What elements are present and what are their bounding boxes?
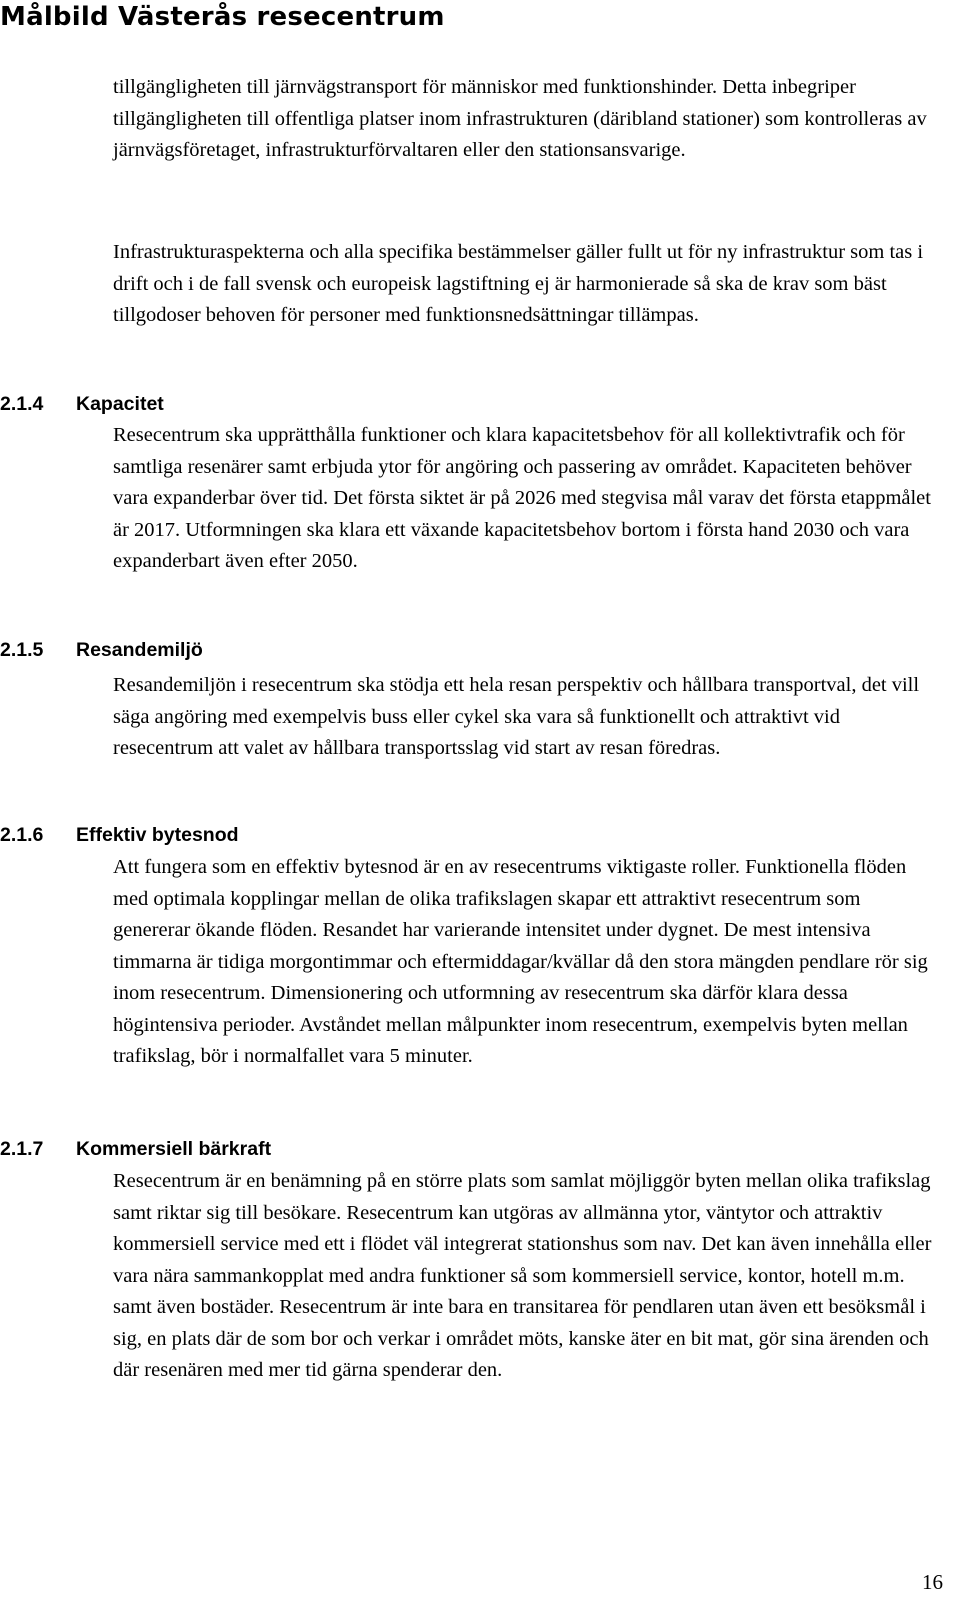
section-title: Kommersiell bärkraft xyxy=(76,1138,272,1160)
section-heading-commercial xyxy=(0,1136,271,1162)
section-title: Kapacitet xyxy=(76,393,164,415)
section-title: Effektiv bytesnod xyxy=(76,824,239,846)
section-number: 2.1.4 xyxy=(0,393,44,415)
section-number: 2.1.6 xyxy=(0,824,44,846)
document-title: Målbild Västerås resecentrum xyxy=(0,2,445,32)
section-text-travel-environment: Resandemiljön i resecentrum ska stödja ett hela resan perspektiv och hållbara transportval, det vill säga angöring med exempelvis buss eller cykel ska vara så funktionellt och attraktivt vid resecentrum att valet av hållbara transportsslag vid start av resan föredras. xyxy=(113,674,920,759)
section-number: 2.1.5 xyxy=(0,639,44,661)
page-number: 16 xyxy=(922,1570,943,1594)
paragraph-infrastructure: Infrastrukturaspekterna och alla specifika bestämmelser gäller fullt ut för ny infrastruktur som tas i drift och i de fall svensk och europeisk lagstiftning ej är harmonierade så ska de krav som bäst tillgodoser behoven för personer med funktionsnedsättningar tillämpas. xyxy=(113,241,924,326)
section-text-commercial: Resecentrum är en benämning på en större plats som samlat möjliggör byten mellan olika trafikslag samt riktar sig till besökare. Resecentrum kan utgöras av allmänna ytor, väntytor och attraktiv kommersiell service med ett i flödet väl integrerat stationshus som nav. Det kan även innehålla eller vara nära sammankopplat med andra funktioner så som kommersiell service, kontor, hotell m.m. samt även bostäder. Resecentrum är inte bara en transitarea för pendlaren utan även ett besöksmål i sig, en plats där de som bor och verkar i området möts, kanske äter en bit mat, gör sina ärenden och där resenären med mer tid gärna spenderar den. xyxy=(113,1170,932,1381)
section-text-interchange: Att fungera som en effektiv bytesnod är en av resecentrums viktigaste roller. Funktionella flöden med optimala kopplingar mellan de olika trafikslagen skapar ett attraktivt resecentrum som genererar ökande flöden. Resandet har varierande intensitet under dygnet. De mest intensiva timmarna är tidiga morgontimmar och eftermiddagar/kvällar då den stora mängden pendlare rör sig inom resecentrum. Dimensionering och utformning av resecentrum ska därför klara dessa högintensiva perioder. Avståndet mellan målpunkter inom resecentrum, exempelvis byten mellan trafikslag, bör i normalfallet vara 5 minuter. xyxy=(113,856,928,1067)
section-text-capacity: Resecentrum ska upprätthålla funktioner och klara kapacitetsbehov för all kollektivtrafik och för samtliga resenärer samt erbjuda ytor för angöring och passering av området. Kapaciteten behöver vara expanderbar över tid. Det första siktet är på 2026 med stegvisa mål varav det första etappmålet är 2017. Utformningen ska klara ett växande kapacitetsbehov bortom i första hand 2030 och vara expanderbart även efter 2050. xyxy=(113,424,931,572)
section-heading-capacity xyxy=(0,391,164,417)
section-heading-interchange xyxy=(0,822,239,848)
section-number: 2.1.7 xyxy=(0,1138,44,1160)
section-title: Resandemiljö xyxy=(76,639,203,661)
paragraph-accessibility: tillgängligheten till järnvägstransport för människor med funktionshinder. Detta inbegriper tillgängligheten till offentliga platser inom infrastrukturen (däribland stationer) som kontrolleras av järnvägsföretaget, infrastrukturförvaltaren eller den stationsansvarige. xyxy=(113,76,927,161)
section-heading-travel-environment xyxy=(0,637,203,663)
